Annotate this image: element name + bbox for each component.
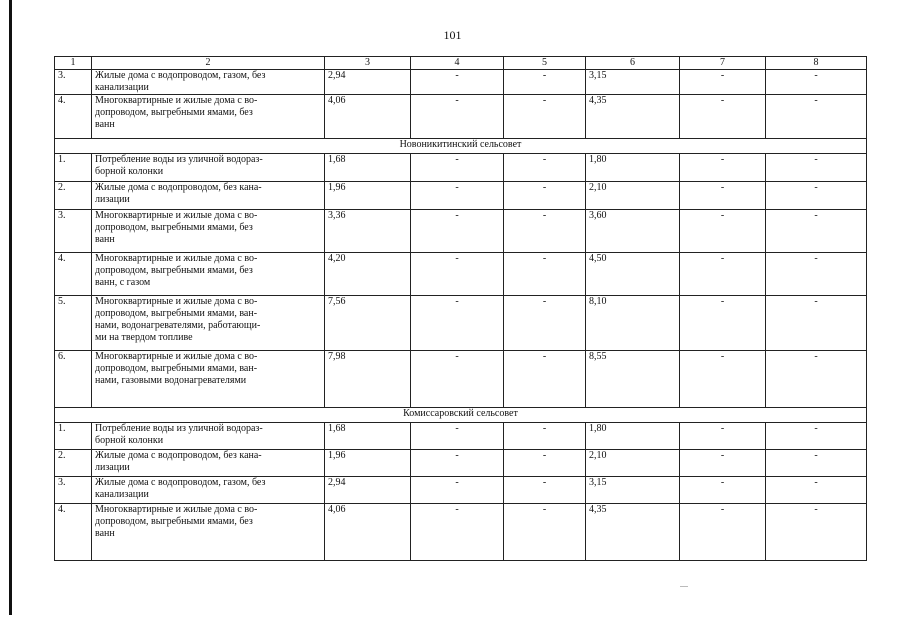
description-line: допроводом, выгребными ямами, ван- [95, 308, 258, 319]
header-cell: 1 [55, 57, 92, 70]
row-description [92, 504, 325, 561]
value-col7: - [680, 253, 766, 296]
value-col3: 3,36 [325, 210, 411, 253]
value-col3: 1,96 [325, 450, 411, 477]
section-title: Комиссаровский сельсовет [55, 408, 867, 423]
description-line: Жилые дома с водопроводом, газом, без [95, 477, 266, 488]
description-line: Многоквартирные и жилые дома с во- [95, 351, 258, 362]
table-row [55, 296, 867, 351]
row-description [92, 253, 325, 296]
value-col5: - [504, 210, 586, 253]
value-col3: 1,68 [325, 154, 411, 182]
value-col5: - [504, 450, 586, 477]
value-col8: - [766, 423, 867, 450]
row-description [92, 154, 325, 182]
value-col3: 1,96 [325, 182, 411, 210]
row-number: 1. [55, 154, 92, 182]
value-col4: - [411, 450, 504, 477]
row-description [92, 423, 325, 450]
section-row [55, 139, 867, 154]
header-cell: 8 [766, 57, 867, 70]
value-col5: - [504, 253, 586, 296]
scan-mark [680, 586, 688, 587]
value-col7: - [680, 210, 766, 253]
left-margin-rule [9, 0, 12, 615]
header-cell: 2 [92, 57, 325, 70]
description-line: Жилые дома с водопроводом, без кана- [95, 182, 262, 193]
value-col6: 3,60 [586, 210, 680, 253]
row-description [92, 95, 325, 139]
value-col8: - [766, 450, 867, 477]
description-line: Многоквартирные и жилые дома с во- [95, 504, 258, 515]
table-row [55, 504, 867, 561]
value-col7: - [680, 450, 766, 477]
description-line: Потребление воды из уличной водораз- [95, 423, 263, 434]
description-line: лизации [95, 194, 130, 205]
table-row [55, 351, 867, 408]
value-col4: - [411, 351, 504, 408]
table-row [55, 450, 867, 477]
value-col7: - [680, 182, 766, 210]
value-col6: 8,55 [586, 351, 680, 408]
value-col8: - [766, 95, 867, 139]
value-col3: 2,94 [325, 477, 411, 504]
row-number: 4. [55, 95, 92, 139]
value-col3: 1,68 [325, 423, 411, 450]
row-number: 3. [55, 210, 92, 253]
value-col7: - [680, 70, 766, 95]
value-col5: - [504, 296, 586, 351]
value-col5: - [504, 154, 586, 182]
section-title: Новоникитинский сельсовет [55, 139, 867, 154]
value-col8: - [766, 70, 867, 95]
value-col8: - [766, 154, 867, 182]
value-col6: 4,35 [586, 95, 680, 139]
row-description [92, 70, 325, 95]
row-description [92, 450, 325, 477]
table-row [55, 154, 867, 182]
value-col4: - [411, 182, 504, 210]
header-cell: 5 [504, 57, 586, 70]
row-number: 6. [55, 351, 92, 408]
value-col3: 7,56 [325, 296, 411, 351]
value-col6: 8,10 [586, 296, 680, 351]
value-col7: - [680, 95, 766, 139]
value-col3: 4,06 [325, 504, 411, 561]
value-col7: - [680, 351, 766, 408]
value-col4: - [411, 210, 504, 253]
value-col8: - [766, 477, 867, 504]
value-col6: 1,80 [586, 154, 680, 182]
value-col4: - [411, 253, 504, 296]
description-line: Многоквартирные и жилые дома с во- [95, 210, 258, 221]
header-cell: 7 [680, 57, 766, 70]
description-line: ми на твердом топливе [95, 332, 193, 343]
section-row [55, 408, 867, 423]
header-cell: 3 [325, 57, 411, 70]
value-col7: - [680, 154, 766, 182]
value-col3: 2,94 [325, 70, 411, 95]
description-line: допроводом, выгребными ямами, без [95, 107, 253, 118]
row-number: 3. [55, 70, 92, 95]
header-row [55, 57, 867, 70]
description-line: канализации [95, 489, 149, 500]
value-col5: - [504, 423, 586, 450]
value-col8: - [766, 182, 867, 210]
description-line: допроводом, выгребными ямами, ван- [95, 363, 258, 374]
description-line: нами, газовыми водонагревателями [95, 375, 247, 386]
header-cell: 6 [586, 57, 680, 70]
value-col5: - [504, 95, 586, 139]
row-number: 4. [55, 504, 92, 561]
norms-table [54, 56, 867, 561]
description-line: допроводом, выгребными ямами, без [95, 516, 253, 527]
value-col6: 2,10 [586, 450, 680, 477]
table-row [55, 70, 867, 95]
value-col7: - [680, 423, 766, 450]
value-col4: - [411, 504, 504, 561]
row-number: 4. [55, 253, 92, 296]
value-col6: 3,15 [586, 70, 680, 95]
row-number: 1. [55, 423, 92, 450]
description-line: борной колонки [95, 166, 164, 177]
value-col4: - [411, 154, 504, 182]
value-col6: 1,80 [586, 423, 680, 450]
description-line: Жилые дома с водопроводом, газом, без [95, 70, 266, 81]
value-col3: 4,20 [325, 253, 411, 296]
value-col4: - [411, 296, 504, 351]
description-line: борной колонки [95, 435, 164, 446]
table-row [55, 253, 867, 296]
value-col4: - [411, 70, 504, 95]
row-description [92, 210, 325, 253]
header-cell: 4 [411, 57, 504, 70]
value-col6: 3,15 [586, 477, 680, 504]
value-col5: - [504, 351, 586, 408]
description-line: допроводом, выгребными ямами, без [95, 222, 253, 233]
value-col7: - [680, 504, 766, 561]
description-line: Многоквартирные и жилые дома с во- [95, 95, 258, 106]
description-line: Многоквартирные и жилые дома с во- [95, 253, 258, 264]
value-col8: - [766, 351, 867, 408]
value-col8: - [766, 253, 867, 296]
row-description [92, 351, 325, 408]
value-col4: - [411, 423, 504, 450]
row-number: 2. [55, 182, 92, 210]
row-description [92, 296, 325, 351]
value-col4: - [411, 477, 504, 504]
table-row [55, 210, 867, 253]
value-col5: - [504, 182, 586, 210]
row-description [92, 477, 325, 504]
row-number: 5. [55, 296, 92, 351]
value-col5: - [504, 504, 586, 561]
description-line: нами, водонагревателями, работающи- [95, 320, 261, 331]
row-description [92, 182, 325, 210]
description-line: канализации [95, 82, 149, 93]
value-col7: - [680, 477, 766, 504]
description-line: ванн, с газом [95, 277, 151, 288]
description-line: Потребление воды из уличной водораз- [95, 154, 263, 165]
value-col3: 7,98 [325, 351, 411, 408]
description-line: ванн [95, 119, 115, 130]
value-col7: - [680, 296, 766, 351]
value-col8: - [766, 296, 867, 351]
description-line: ванн [95, 528, 115, 539]
value-col3: 4,06 [325, 95, 411, 139]
value-col8: - [766, 210, 867, 253]
description-line: Жилые дома с водопроводом, без кана- [95, 450, 262, 461]
table-row [55, 95, 867, 139]
description-line: лизации [95, 462, 130, 473]
description-line: ванн [95, 234, 115, 245]
row-number: 3. [55, 477, 92, 504]
value-col4: - [411, 95, 504, 139]
value-col6: 4,35 [586, 504, 680, 561]
value-col6: 4,50 [586, 253, 680, 296]
table-row [55, 182, 867, 210]
value-col5: - [504, 70, 586, 95]
value-col8: - [766, 504, 867, 561]
table-row [55, 423, 867, 450]
description-line: допроводом, выгребными ямами, без [95, 265, 253, 276]
value-col5: - [504, 477, 586, 504]
table-row [55, 477, 867, 504]
value-col6: 2,10 [586, 182, 680, 210]
page-number: 101 [443, 28, 462, 42]
description-line: Многоквартирные и жилые дома с во- [95, 296, 258, 307]
row-number: 2. [55, 450, 92, 477]
table-body [55, 57, 867, 561]
